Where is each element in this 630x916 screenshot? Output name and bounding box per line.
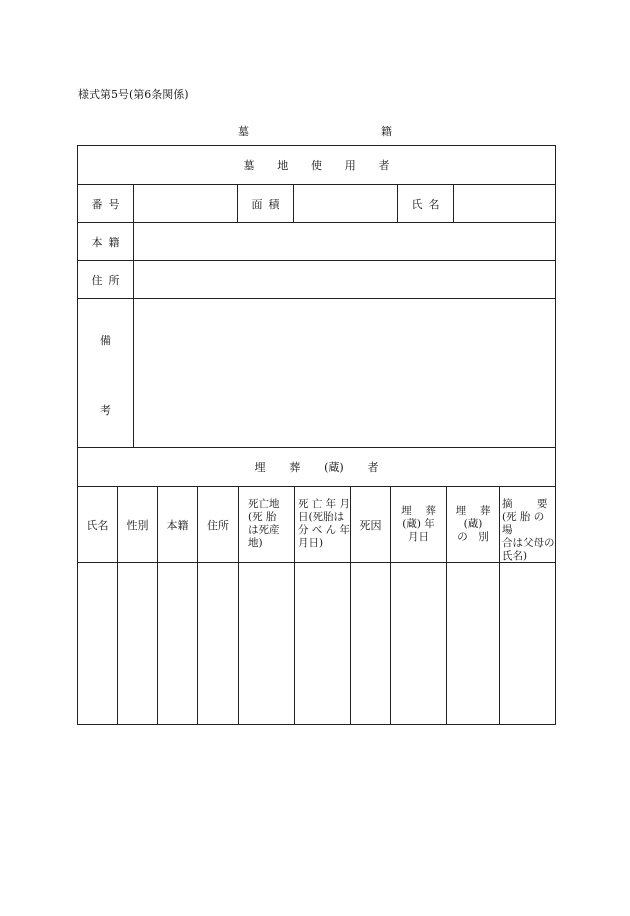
col-domicile-header: 本籍 [158,487,198,562]
burial-data-row [78,563,555,725]
sex-entry[interactable] [118,563,158,725]
domicile-row [78,223,555,261]
domicile-label: 本 籍 [78,223,134,260]
col-date-of-death-header: 死 亡 年 月 日(死胎は 分 べ ん 年 月日) [295,487,351,562]
remarks-field[interactable] [134,299,557,447]
col-summary-header: 摘 要 (死 胎 の 場 合は父母の 氏名) [502,498,555,562]
col-name-header: 氏名 [78,487,118,562]
area-label: 面 積 [238,185,294,222]
user-info-row [78,185,555,223]
burial-section-heading: 埋 葬 (蔵) 者 [254,461,379,474]
remarks-row [78,299,555,448]
form-number: 様式第5号(第6条関係) [78,88,189,101]
title-char-1: 墓 [238,125,249,138]
remarks-label: 備 考 [78,299,134,447]
name-entry[interactable] [78,563,118,725]
summary-entry[interactable] [500,563,557,725]
place-of-death-entry[interactable] [239,563,295,725]
document-title [238,123,392,139]
burial-date-entry[interactable] [391,563,447,725]
domicile-entry[interactable] [158,563,198,725]
col-place-of-death-header: 死亡地 (死 胎 は死産 地) [239,487,295,562]
cause-of-death-entry[interactable] [351,563,391,725]
address-label: 住 所 [78,261,134,298]
address-row [78,261,555,299]
col-burial-date-header: 埋 葬 (蔵) 年 月日 [391,487,447,562]
register-table [77,145,556,725]
name-label: 氏 名 [398,185,454,222]
area-field[interactable] [294,185,398,222]
date-of-death-entry[interactable] [295,563,351,725]
number-field[interactable] [134,185,238,222]
col-cause-of-death-header: 死因 [351,487,391,562]
user-section-heading-row [78,146,555,185]
address-entry[interactable] [198,563,239,725]
title-char-2: 籍 [381,125,392,138]
domicile-field[interactable] [134,223,557,260]
name-field[interactable] [454,185,557,222]
burial-type-entry[interactable] [447,563,500,725]
address-field[interactable] [134,261,557,298]
burial-section-heading-row [78,448,555,487]
col-burial-type-header: 埋 葬 (蔵) の 別 [447,487,500,562]
col-address-header: 住所 [198,487,239,562]
burial-header-row [78,487,555,563]
col-sex-header: 性別 [118,487,158,562]
user-section-heading: 墓 地 使 用 者 [243,159,390,172]
number-label: 番 号 [78,185,134,222]
